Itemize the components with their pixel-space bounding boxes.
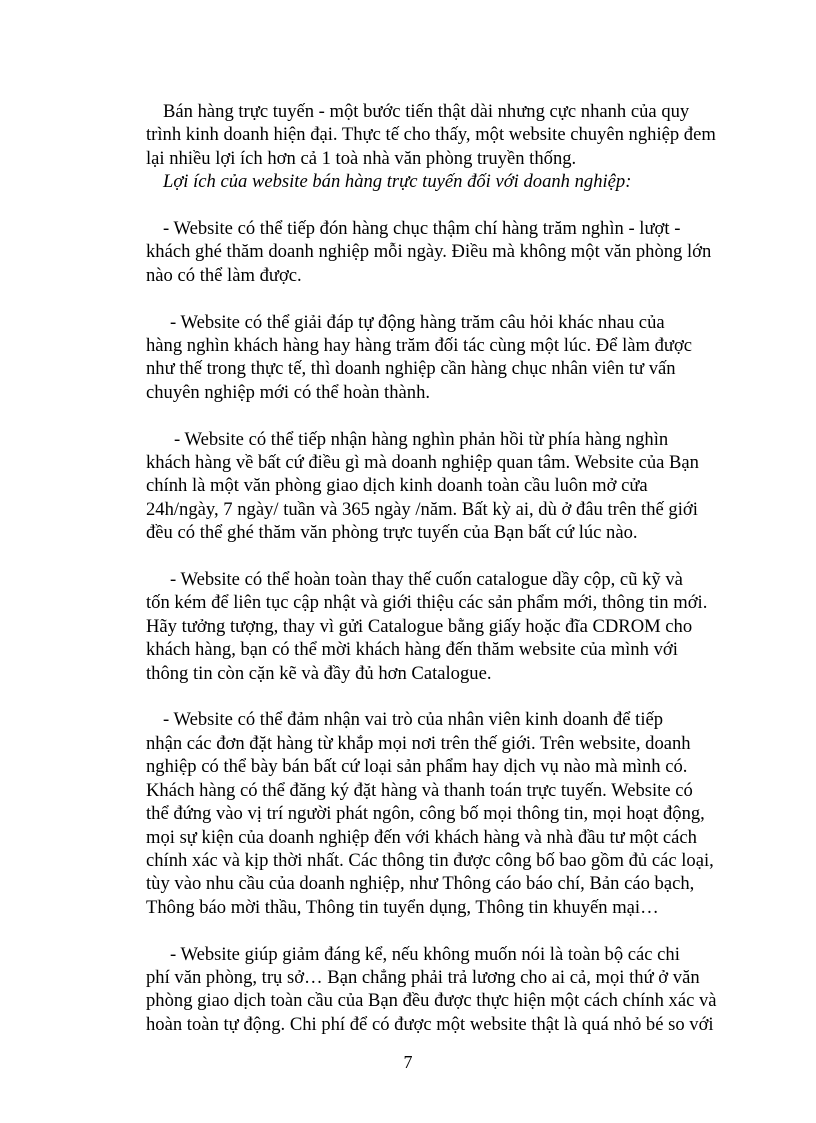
paragraph-3-line-4: 24h/ngày, 7 ngày/ tuần và 365 ngày /năm. Bất kỳ ai, dù ở đâu trên thế giới bbox=[146, 498, 698, 520]
paragraph-3-line-1: - Website có thể tiếp nhận hàng nghìn phản hồi từ phía hàng nghìn bbox=[174, 428, 669, 450]
paragraph-5-line-8: tùy vào nhu cầu của doanh nghiệp, như Thông cáo báo chí, Bản cáo bạch, bbox=[146, 873, 695, 895]
paragraph-3-line-5: đều có thể ghé thăm văn phòng trực tuyến của Bạn bất cứ lúc nào. bbox=[146, 522, 638, 544]
paragraph-4-line-2: tốn kém để liên tục cập nhật và giới thiệu các sản phẩm mới, thông tin mới. bbox=[146, 592, 708, 614]
paragraph-6-line-2: phí văn phòng, trụ sở… Bạn chẳng phải trả lương cho ai cả, mọi thứ ở văn bbox=[146, 966, 700, 988]
benefits-heading: Lợi ích của website bán hàng trực tuyến đối với doanh nghiệp: bbox=[163, 171, 632, 193]
paragraph-5-line-4: Khách hàng có thể đăng ký đặt hàng và thanh toán trực tuyến. Website có bbox=[146, 779, 693, 801]
intro-line-1: Bán hàng trực tuyến - một bước tiến thật dài nhưng cực nhanh của quy bbox=[163, 101, 690, 122]
paragraph-5-line-3: nghiệp có thể bày bán bất cứ loại sản phẩm hay dịch vụ nào mà mình có. bbox=[146, 756, 688, 778]
paragraph-2-line-1: - Website có thể giải đáp tự động hàng trăm câu hỏi khác nhau của bbox=[170, 311, 665, 333]
paragraph-6-line-4: hoàn toàn tự động. Chi phí để có được một website thật là quá nhỏ bé so với bbox=[146, 1013, 714, 1035]
paragraph-5-line-5: thể đứng vào vị trí người phát ngôn, công bố mọi thông tin, mọi hoạt động, bbox=[146, 803, 705, 825]
paragraph-4-line-3: Hãy tưởng tượng, thay vì gửi Catalogue bằng giấy hoặc đĩa CDROM cho bbox=[146, 615, 693, 637]
paragraph-3-line-3: chính là một văn phòng giao dịch kinh doanh toàn cầu luôn mở cửa bbox=[146, 475, 648, 497]
paragraph-3-line-2: khách hàng về bất cứ điều gì mà doanh nghiệp quan tâm. Website của Bạn bbox=[146, 452, 699, 474]
paragraph-1-line-3: nào có thể làm được. bbox=[146, 264, 302, 286]
paragraph-1-line-2: khách ghé thăm doanh nghiệp mỗi ngày. Điều mà không một văn phòng lớn bbox=[146, 241, 712, 263]
body-text bbox=[146, 100, 717, 1036]
paragraph-5-line-1: - Website có thể đảm nhận vai trò của nhân viên kinh doanh để tiếp bbox=[163, 709, 664, 731]
paragraph-4-line-1: - Website có thể hoàn toàn thay thế cuốn catalogue dầy cộp, cũ kỹ và bbox=[170, 569, 683, 591]
paragraph-2-line-2: hàng nghìn khách hàng hay hàng trăm đối tác cùng một lúc. Để làm được bbox=[146, 335, 693, 357]
paragraph-5-line-7: chính xác và kịp thời nhất. Các thông tin được công bố bao gồm đủ các loại, bbox=[146, 849, 714, 871]
page-number: 7 bbox=[403, 1052, 413, 1072]
paragraph-5-line-2: nhận các đơn đặt hàng từ khắp mọi nơi trên thế giới. Trên website, doanh bbox=[146, 732, 691, 754]
intro-line-3: lại nhiều lợi ích hơn cả 1 toà nhà văn phòng truyền thống. bbox=[146, 147, 577, 169]
paragraph-4-line-4: khách hàng, bạn có thể mời khách hàng đến thăm website của mình với bbox=[146, 639, 678, 661]
paragraph-5-line-6: mọi sự kiện của doanh nghiệp đến với khách hàng và nhà đầu tư một cách bbox=[146, 826, 697, 848]
intro-line-2: trình kinh doanh hiện đại. Thực tế cho thấy, một website chuyên nghiệp đem bbox=[146, 124, 716, 146]
paragraph-2-line-3: như thế trong thực tế, thì doanh nghiệp cần hàng chục nhân viên tư vấn bbox=[146, 358, 676, 380]
paragraph-6-line-3: phòng giao dịch toàn cầu của Bạn đều được thực hiện một cách chính xác và bbox=[146, 990, 717, 1012]
paragraph-2-line-4: chuyên nghiệp mới có thể hoàn thành. bbox=[146, 381, 431, 403]
paragraph-5-line-9: Thông báo mời thầu, Thông tin tuyển dụng, Thông tin khuyến mại… bbox=[146, 896, 659, 918]
paragraph-1-line-1: - Website có thể tiếp đón hàng chục thậm chí hàng trăm nghìn - lượt - bbox=[163, 218, 681, 240]
paragraph-4-line-5: thông tin còn cặn kẽ và đầy đủ hơn Catalogue. bbox=[146, 662, 492, 684]
paragraph-6-line-1: - Website giúp giảm đáng kể, nếu không muốn nói là toàn bộ các chi bbox=[170, 943, 680, 965]
